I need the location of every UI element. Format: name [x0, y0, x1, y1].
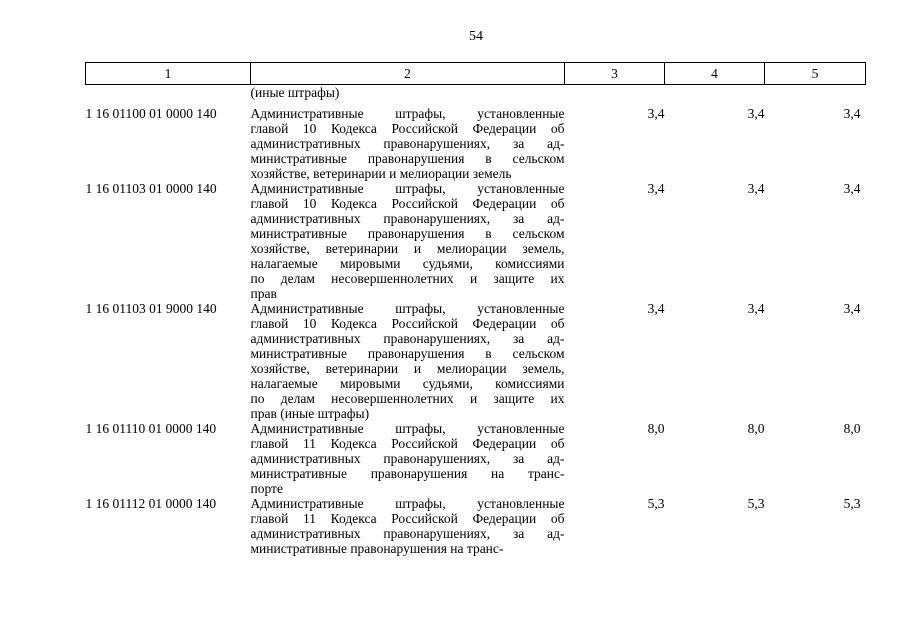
table-row: [86, 106, 866, 181]
value-column-3: 3,4: [647, 181, 665, 196]
description-line: хозяйстве, ветеринарии и мелиорации земель,: [250, 241, 565, 256]
description-line: прав: [250, 286, 277, 301]
description-line: административных правонарушениях, за ад-: [250, 136, 565, 151]
budget-code: 1 16 01100 01 0000 140: [85, 106, 217, 121]
value-column-4: 3,4: [747, 301, 765, 316]
value-column-5: 8,0: [843, 421, 861, 436]
description-line: главой 10 Кодекса Российской Федерации об: [250, 196, 565, 211]
description-line: административных правонарушениях, за ад-: [250, 526, 565, 541]
income-description: [251, 421, 565, 496]
description-line: главой 10 Кодекса Российской Федерации об: [250, 121, 565, 136]
description-line: министративные правонарушения в сельском: [250, 346, 565, 361]
income-description: [251, 301, 565, 421]
column-header-2: 2: [251, 63, 565, 85]
description-line: хозяйстве, ветеринарии и мелиорации земель: [250, 166, 512, 181]
description-line: административных правонарушениях, за ад-: [250, 211, 565, 226]
column-header-3: 3: [565, 63, 665, 85]
value-column-3: 5,3: [647, 496, 665, 511]
description-line: Административные штрафы, установленные: [250, 106, 565, 121]
description-line: прав (иные штрафы): [250, 406, 370, 421]
page-number: 54: [469, 29, 483, 44]
value-column-5: 3,4: [843, 301, 861, 316]
description-line: административных правонарушениях, за ад-: [250, 331, 565, 346]
value-column-5: 3,4: [843, 181, 861, 196]
value-column-3: 8,0: [647, 421, 665, 436]
value-column-4: 3,4: [747, 106, 765, 121]
description-line: Административные штрафы, установленные: [250, 421, 565, 436]
income-description: [251, 106, 565, 181]
description-line: главой 11 Кодекса Российской Федерации об: [250, 511, 565, 526]
description-line: налагаемые мировыми судьями, комиссиями: [250, 256, 565, 271]
column-number-row: [86, 63, 866, 85]
description-line: главой 11 Кодекса Российской Федерации об: [250, 436, 565, 451]
description-line: министративные правонарушения в сельском: [250, 226, 565, 241]
column-header-5: 5: [765, 63, 866, 85]
description-line: Административные штрафы, установленные: [250, 496, 565, 511]
budget-code: 1 16 01103 01 9000 140: [85, 301, 217, 316]
table-row: [86, 496, 866, 556]
description-line: налагаемые мировыми судьями, комиссиями: [250, 376, 565, 391]
table-row: [86, 421, 866, 496]
value-column-4: 3,4: [747, 181, 765, 196]
budget-code: 1 16 01110 01 0000 140: [85, 421, 217, 436]
description-line: хозяйстве, ветеринарии и мелиорации земель,: [250, 361, 565, 376]
table-row: [86, 301, 866, 421]
description-line: министративные правонарушения на транс-: [250, 466, 565, 481]
column-header-1: 1: [86, 63, 251, 85]
budget-code: 1 16 01112 01 0000 140: [85, 496, 217, 511]
continuation-row: [86, 85, 866, 107]
value-column-5: 3,4: [843, 106, 861, 121]
budget-table: [85, 62, 866, 556]
description-line: административных правонарушениях, за ад-: [250, 451, 565, 466]
description-line: порте: [250, 481, 283, 496]
description-line: Административные штрафы, установленные: [250, 301, 565, 316]
value-column-3: 3,4: [647, 106, 665, 121]
income-description: [251, 181, 565, 301]
value-column-4: 5,3: [747, 496, 765, 511]
description-line: главой 10 Кодекса Российской Федерации об: [250, 316, 565, 331]
income-description: [251, 496, 565, 556]
budget-code: 1 16 01103 01 0000 140: [85, 181, 217, 196]
description-line: Административные штрафы, установленные: [250, 181, 565, 196]
value-column-3: 3,4: [647, 301, 665, 316]
description-line: по делам несовершеннолетних и защите их: [250, 391, 565, 406]
table-row: [86, 181, 866, 301]
continuation-text: (иные штрафы): [250, 85, 340, 100]
description-line: по делам несовершеннолетних и защите их: [250, 271, 565, 286]
value-column-5: 5,3: [843, 496, 861, 511]
description-line: министративные правонарушения на транс-: [250, 541, 504, 556]
description-line: министративные правонарушения в сельском: [250, 151, 565, 166]
value-column-4: 8,0: [747, 421, 765, 436]
column-header-4: 4: [665, 63, 765, 85]
